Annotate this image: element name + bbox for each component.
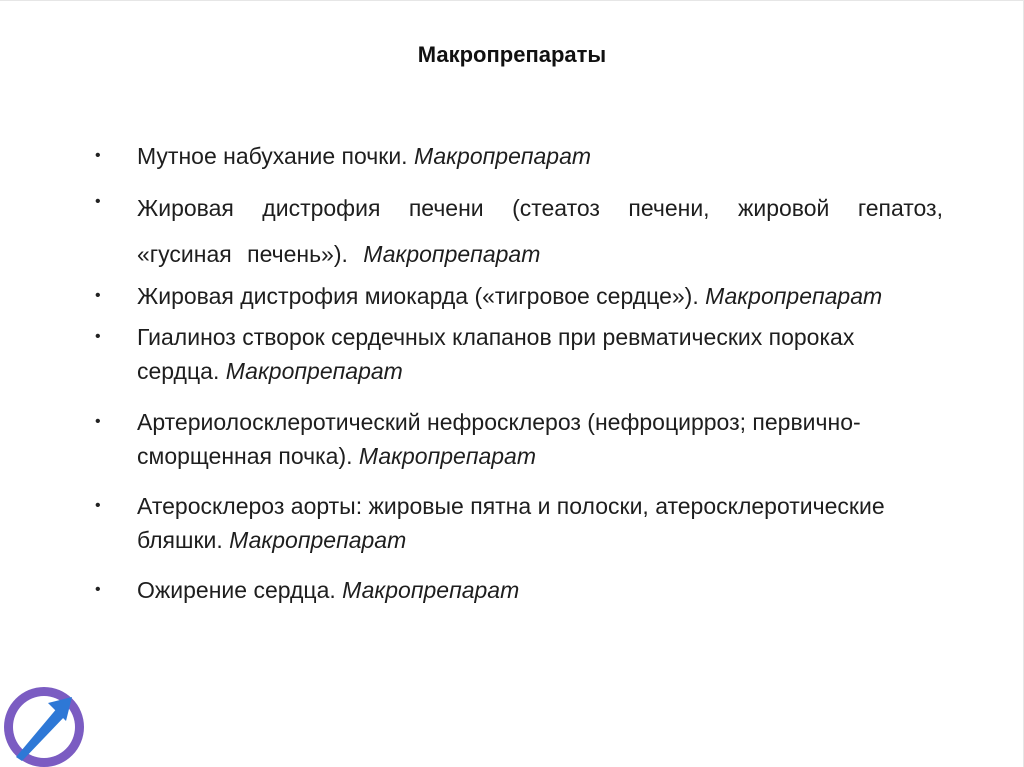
frame-top-edge [0,0,1024,1]
list-item [137,320,943,388]
bullet: • [95,413,101,430]
list-item [137,279,943,313]
item-text: Атеросклероз аорты: жировые пятна и полоски, атеросклеротические бляшки. [137,493,885,553]
list-item [137,573,943,607]
item-tag: Макропрепарат [358,443,537,469]
list-item [137,139,943,173]
item-tag: Макропрепарат [229,527,407,553]
list-item [137,489,943,557]
bullet: • [95,581,101,598]
item-text: Ожирение сердца. [137,577,336,603]
item-text: Гиалиноз створок сердечных клапанов при ревматических пороках сердца. [137,324,855,384]
list-item [137,185,943,277]
bullet: • [95,193,101,210]
bullet: • [95,147,101,164]
bullet: • [95,328,101,345]
item-tag: Макропрепарат [705,283,883,309]
item-tag: Макропрепарат [363,241,541,267]
item-text: Артериолосклеротический нефросклероз (нефроцирроз; первично-сморщенная почка). [137,409,861,469]
list-item [137,405,943,473]
item-text: Жировая дистрофия миокарда («тигровое сердце»). [137,283,699,309]
logo-icon [0,683,86,767]
item-tag: Макропрепарат [413,143,592,169]
item-text: Мутное набухание почки. [137,143,408,169]
item-tag: Макропрепарат [225,358,403,384]
bullet: • [95,497,101,514]
bullet: • [95,287,101,304]
item-text: Жировая дистрофия печени (стеатоз печени, жировой гепатоз, «гусиная печень»). [137,195,943,267]
item-tag: Макропрепарат [342,577,520,603]
slide-title: Макропрепараты [417,42,607,67]
